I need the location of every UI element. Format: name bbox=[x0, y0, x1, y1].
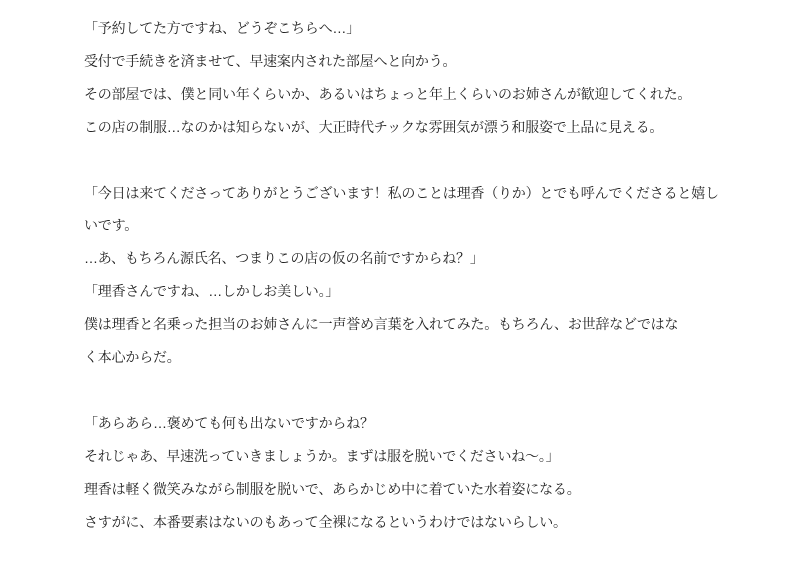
story-line: この店の制服…なのかは知らないが、大正時代チックな雰囲気が漂う和服姿で上品に見える。 bbox=[84, 118, 664, 135]
story-line: 「理香さんですね、…しかしお美しい。」 bbox=[84, 283, 340, 300]
blank-line bbox=[84, 144, 783, 177]
story-line: 僕は理香と名乗った担当のお姉さんに一声誉め言葉を入れてみた。もちろん、お世辞などではな bbox=[84, 316, 679, 333]
story-line: いです。 bbox=[84, 217, 139, 234]
story-line: 受付で手続きを済ませて、早速案内された部屋へと向かう。 bbox=[84, 52, 457, 69]
story-line: 「予約してた方ですね、どうぞこちらへ…」 bbox=[84, 20, 360, 36]
story-line: さすがに、本番要素はないのもあって全裸になるというわけではないらしい。 bbox=[84, 513, 567, 530]
story-line: 理香は軽く微笑みながら制服を脱いで、あらかじめ中に着ていた水着姿になる。 bbox=[84, 480, 581, 497]
blank-line bbox=[84, 374, 783, 407]
story-line: 「あらあら…褒めても何も出ないですからね？ bbox=[84, 414, 374, 431]
story-line: それじゃあ、早速洗っていきましょうか。まずは服を脱いでくださいね～。」 bbox=[84, 447, 560, 464]
story-line: 「今日は来てくださってありがとうございます！私のことは理香（りか）とでも呼んでくださると嬉し bbox=[84, 184, 719, 201]
story-line: その部屋では、僕と同い年くらいか、あるいはちょっと年上くらいのお姉さんが歓迎してくれた。 bbox=[84, 85, 692, 102]
story-line: …あ、もちろん源氏名、つまりこの店の仮の名前ですからね？」 bbox=[84, 250, 484, 267]
story-line: く本心からだ。 bbox=[84, 349, 181, 366]
